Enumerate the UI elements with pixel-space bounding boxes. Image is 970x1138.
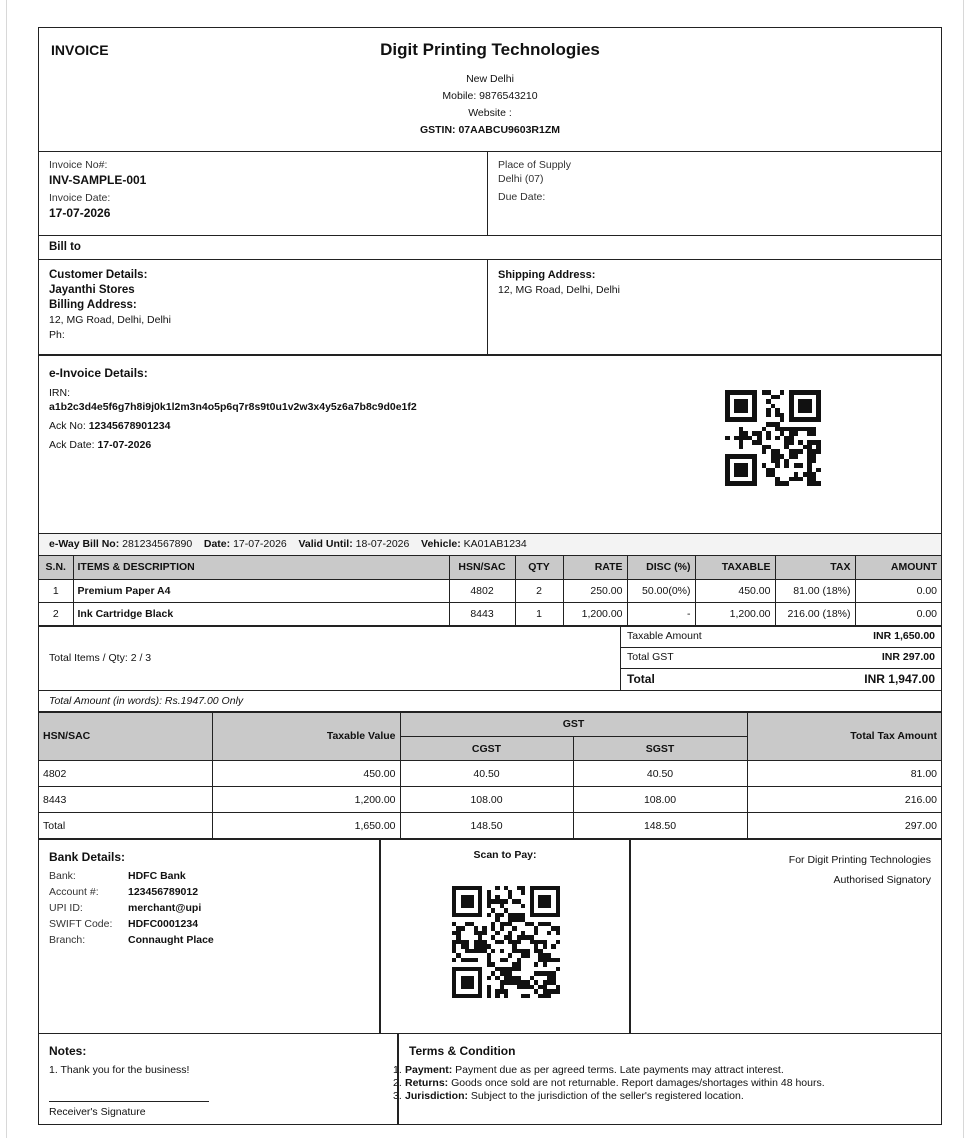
invoice-container	[38, 27, 942, 1125]
total-items-qty: Total Items / Qty: 2 / 3	[39, 627, 621, 690]
terms-number: 3.	[393, 1090, 402, 1102]
bank-key: Branch:	[49, 934, 86, 946]
bank-value: merchant@upi	[128, 902, 202, 914]
totals-section	[39, 627, 941, 691]
qr-module	[816, 481, 821, 486]
due-date-label: Due Date:	[498, 191, 546, 203]
cell: -	[627, 602, 695, 625]
cell: 8443	[39, 787, 212, 813]
company-city: New Delhi	[466, 73, 514, 85]
cell: 1	[515, 602, 563, 625]
eway-bill-no: 281234567890	[122, 538, 193, 550]
cell: 0.00	[855, 579, 941, 602]
terms-key: Payment:	[405, 1064, 453, 1076]
invoice-info	[39, 152, 941, 236]
table-row	[39, 761, 941, 787]
company-mobile: Mobile: 9876543210	[442, 90, 538, 102]
eway-vehicle-label: Vehicle:	[421, 538, 461, 550]
col-header: TAX	[775, 556, 855, 579]
bank-section	[39, 840, 941, 1034]
terms-text: Goods once sold are not returnable. Report damages/shortages within 48 hours.	[448, 1077, 825, 1089]
for-company: For Digit Printing Technologies	[788, 854, 931, 866]
cell: Premium Paper A4	[73, 579, 449, 602]
authorised-signatory: Authorised Signatory	[833, 874, 931, 886]
terms-key: Returns:	[405, 1077, 449, 1089]
billing-address-label: Billing Address:	[49, 299, 137, 311]
terms-text: Payment due as per agreed terms. Late payments may attract interest.	[452, 1064, 784, 1076]
eway-bill-label: e-Way Bill No:	[49, 538, 120, 550]
cell: 81.00	[747, 761, 941, 787]
cell: 216.00 (18%)	[775, 602, 855, 625]
cell: Ink Cartridge Black	[73, 602, 449, 625]
cell: 450.00	[212, 761, 400, 787]
irn-value: a1b2c3d4e5f6g7h8i9j0k1l2m3n4o5p6q7r8s9t0u1v2w3x4y5z6a7b8c9d0e1f2	[49, 401, 417, 413]
total-gst: INR 297.00	[881, 650, 935, 663]
bank-row	[49, 900, 369, 916]
cell: 1,200.00	[212, 787, 400, 813]
items-table	[39, 556, 941, 626]
cell: 8443	[449, 602, 515, 625]
terms-text: Subject to the jurisdiction of the seller's registered location.	[468, 1090, 744, 1102]
invoice-no: INV-SAMPLE-001	[49, 173, 147, 187]
cell: 1	[39, 579, 73, 602]
cell: 297.00	[747, 813, 941, 839]
place-of-supply: Delhi (07)	[498, 173, 544, 185]
bank-key: Bank:	[49, 870, 76, 882]
cell: 50.00(0%)	[627, 579, 695, 602]
eway-valid: 18-07-2026	[355, 538, 410, 550]
ack-date: 17-07-2026	[97, 439, 152, 451]
bill-to-title: Bill to	[39, 236, 941, 260]
taxable-amount: INR 1,650.00	[873, 629, 935, 642]
customer-section	[39, 260, 941, 356]
company-details	[39, 71, 941, 139]
total-gst-line	[621, 648, 941, 669]
cell: 108.00	[573, 787, 747, 813]
customer-details-label: Customer Details:	[49, 269, 148, 281]
bank-value: Connaught Place	[128, 934, 214, 946]
col-header: TAXABLE	[695, 556, 775, 579]
cell: 81.00 (18%)	[775, 579, 855, 602]
col-header: SGST	[573, 737, 747, 761]
col-header: GST	[400, 713, 747, 737]
bank-row	[49, 916, 369, 932]
table-row	[39, 813, 941, 839]
customer-phone: Ph:	[49, 329, 65, 341]
scan-to-pay-label: Scan to Pay:	[473, 849, 537, 861]
hsn-summary-table	[39, 713, 941, 840]
terms-number: 1.	[393, 1064, 402, 1076]
cell: Total	[39, 813, 212, 839]
company-website: Website :	[468, 107, 512, 119]
einvoice-section	[39, 356, 941, 534]
receiver-signature: Receiver's Signature	[49, 1101, 209, 1118]
col-header: S.N.	[39, 556, 73, 579]
eway-valid-label: Valid Until:	[298, 538, 353, 550]
grand-total: INR 1,947.00	[864, 671, 935, 686]
terms-item	[393, 1064, 931, 1077]
col-header: HSN/SAC	[39, 713, 212, 761]
cell: 2	[39, 602, 73, 625]
cell: 108.00	[400, 787, 573, 813]
grand-total-line	[621, 669, 941, 690]
col-header: Total Tax Amount	[747, 713, 941, 761]
cell: 40.50	[573, 761, 747, 787]
cell: 1,200.00	[695, 602, 775, 625]
col-header: AMOUNT	[855, 556, 941, 579]
ack-no-label: Ack No:	[49, 420, 86, 432]
cell: 1,200.00	[563, 602, 627, 625]
ack-date-label: Ack Date:	[49, 439, 95, 451]
total-gst-label: Total GST	[627, 650, 674, 663]
bank-value: HDFC Bank	[128, 870, 186, 882]
cell: 148.50	[400, 813, 573, 839]
cell: 148.50	[573, 813, 747, 839]
items-section	[39, 556, 941, 627]
col-header: HSN/SAC	[449, 556, 515, 579]
bank-row	[49, 884, 369, 900]
irn-label: IRN:	[49, 387, 70, 399]
terms-item	[393, 1077, 931, 1090]
bank-row	[49, 932, 369, 948]
table-row	[39, 787, 941, 813]
hsn-summary-section	[39, 713, 941, 841]
grand-total-label: Total	[627, 671, 655, 686]
cell: 250.00	[563, 579, 627, 602]
eway-vehicle: KA01AB1234	[463, 538, 527, 550]
customer-name: Jayanthi Stores	[49, 284, 135, 296]
table-row	[39, 602, 941, 625]
billing-address: 12, MG Road, Delhi, Delhi	[49, 314, 171, 326]
cell: 2	[515, 579, 563, 602]
payment-qr-code	[452, 886, 560, 998]
items-header-row	[39, 556, 941, 579]
terms-item	[393, 1090, 931, 1103]
col-header: QTY	[515, 556, 563, 579]
terms-number: 2.	[393, 1077, 402, 1089]
col-header: ITEMS & DESCRIPTION	[73, 556, 449, 579]
eway-bill-line	[39, 534, 941, 556]
terms-key: Jurisdiction:	[405, 1090, 469, 1102]
bank-row	[49, 868, 369, 884]
bank-key: SWIFT Code:	[49, 918, 113, 930]
document-page	[6, 0, 964, 1138]
cell: 4802	[449, 579, 515, 602]
doc-label: INVOICE	[51, 42, 109, 58]
table-row	[39, 579, 941, 602]
place-of-supply-label: Place of Supply	[498, 159, 571, 171]
cell: 40.50	[400, 761, 573, 787]
cell: 450.00	[695, 579, 775, 602]
bank-details-title: Bank Details:	[49, 850, 126, 864]
invoice-date-label: Invoice Date:	[49, 192, 111, 204]
eway-date-label: Date:	[203, 538, 231, 550]
notes-section	[39, 1034, 941, 1124]
col-header: DISC (%)	[627, 556, 695, 579]
shipping-address-label: Shipping Address:	[498, 269, 596, 281]
eway-date: 17-07-2026	[233, 538, 287, 550]
amount-in-words: Total Amount (in words): Rs.1947.00 Only	[39, 691, 941, 713]
qr-module	[556, 994, 560, 998]
ack-no: 12345678901234	[88, 420, 171, 432]
col-header: RATE	[563, 556, 627, 579]
col-header: CGST	[400, 737, 573, 761]
cell: 4802	[39, 761, 212, 787]
bank-key: Account #:	[49, 886, 99, 898]
notes-line: 1. Thank you for the business!	[49, 1064, 190, 1076]
terms-title: Terms & Condition	[409, 1044, 516, 1058]
einvoice-qr-code	[725, 390, 821, 486]
cell: 0.00	[855, 602, 941, 625]
bank-key: UPI ID:	[49, 902, 83, 914]
bank-value: 123456789012	[128, 886, 199, 898]
cell: 216.00	[747, 787, 941, 813]
taxable-amount-line	[621, 627, 941, 648]
taxable-amount-label: Taxable Amount	[627, 629, 702, 642]
company-name: Digit Printing Technologies	[380, 40, 600, 59]
einvoice-title: e-Invoice Details:	[49, 366, 148, 380]
notes-title: Notes:	[49, 1044, 87, 1058]
company-gstin: GSTIN: 07AABCU9603R1ZM	[419, 124, 561, 136]
invoice-header	[39, 28, 941, 152]
cell: 1,650.00	[212, 813, 400, 839]
col-header: Taxable Value	[212, 713, 400, 761]
bank-value: HDFC0001234	[128, 918, 199, 930]
shipping-address: 12, MG Road, Delhi, Delhi	[498, 284, 620, 296]
terms-list	[393, 1064, 931, 1103]
invoice-date: 17-07-2026	[49, 206, 111, 220]
invoice-no-label: Invoice No#:	[49, 159, 108, 171]
